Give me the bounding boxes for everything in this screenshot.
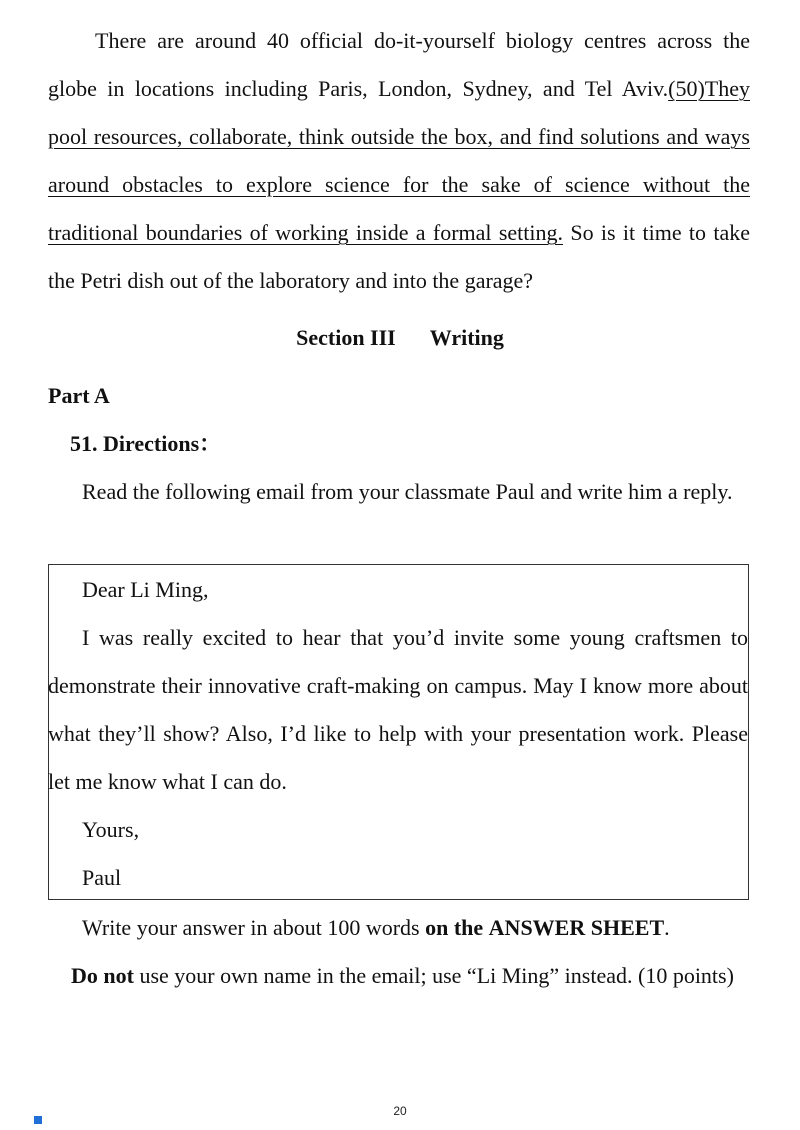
instructions-text: Read the following email from your classmate Paul and write him a reply. (82, 479, 733, 504)
answer-sheet-label: ANSWER SHEET (488, 915, 665, 940)
reading-passage-paragraph (48, 17, 750, 305)
passage-text: There are around 40 official do-it-yourself biology centres across the globe in locations including Paris, London, Sydney, and Tel Aviv. (48, 28, 750, 101)
directions-label: 51. Directions： (70, 431, 222, 456)
page-number: 20 (393, 1104, 407, 1118)
email-greeting: Dear Li Ming, (82, 577, 209, 602)
email-closing: Yours, (82, 817, 140, 842)
answer-instruction-bold-on: on the (425, 915, 484, 940)
answer-instruction-prefix: Write your answer in about 100 words (82, 915, 426, 940)
name-instruction-text: use your own name in the email; use “Li Ming” instead. (10 points) (133, 963, 734, 988)
section-name: Writing (429, 325, 504, 350)
do-not-label: Do not (71, 963, 134, 988)
section-number: Section III (296, 325, 396, 350)
section-title (0, 314, 800, 362)
answer-instruction-suffix: . (664, 915, 670, 940)
email-body: I was really excited to hear that you’d invite some young craftsmen to demonstrate their innovative craft-making on campus. May I know more about what they’ll show? Also, I’d like to help with your presentation work. Please let me know what I can do. (48, 625, 748, 794)
part-heading: Part A (48, 383, 110, 408)
passage-text-end: So is it time to take the Petri dish out of the laboratory and into the garage? (48, 220, 750, 293)
answer-instruction (82, 904, 762, 952)
underlined-sentence-50: (50)They pool resources, collaborate, think outside the box, and find solutions and ways around obstacles to explore science for the sake of science without the traditional boundaries of working inside a formal setting. (48, 76, 750, 245)
corner-marker (34, 1116, 42, 1124)
name-instruction (48, 952, 750, 1000)
email-signature: Paul (82, 865, 122, 890)
